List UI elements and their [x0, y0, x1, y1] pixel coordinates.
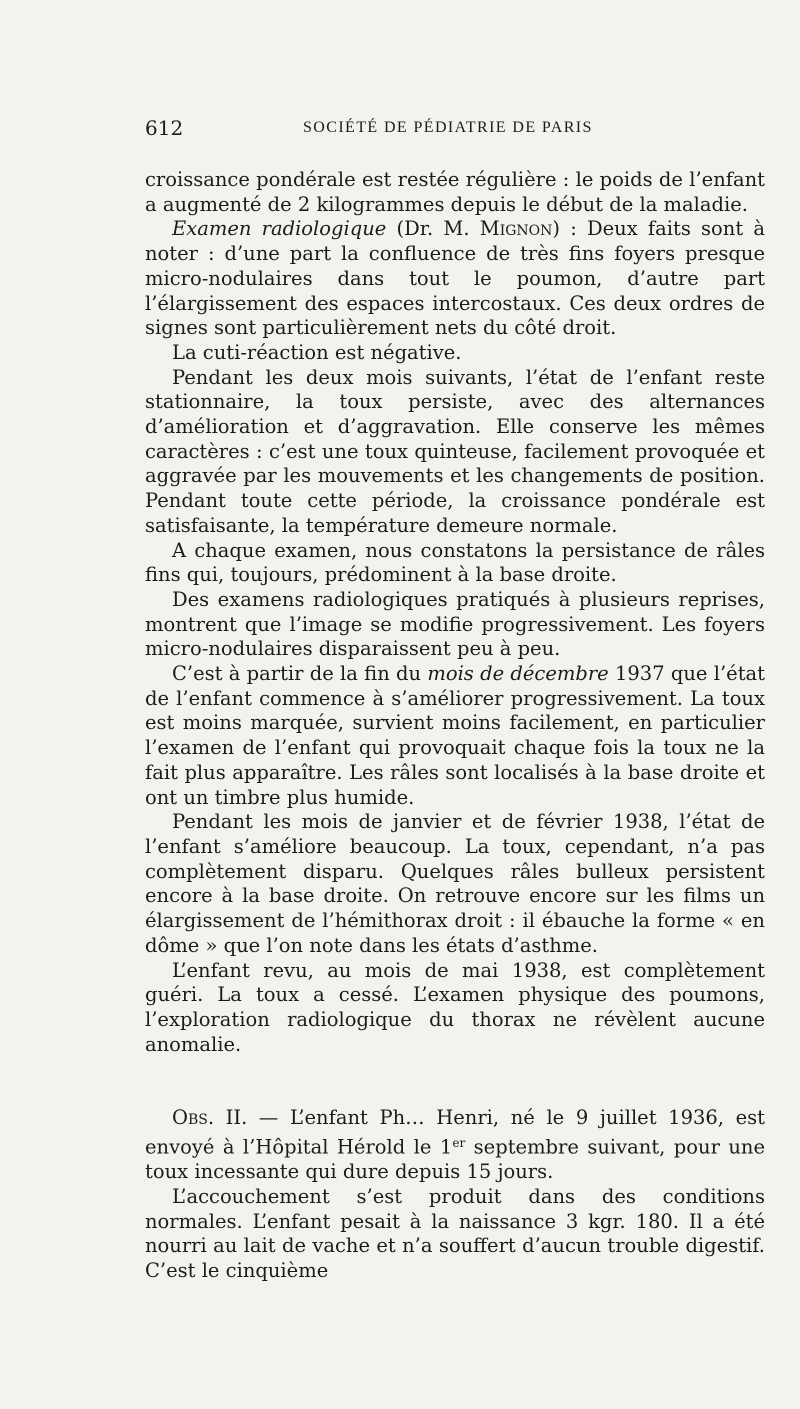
paragraph-may: L’enfant revu, au mois de mai 1938, est complètement guéri. La toux a cessé. L’examen physique des poumons, l’exploration radiologique du thorax ne révèlent aucune anomalie. — [145, 958, 765, 1056]
body-text — [145, 168, 765, 1284]
paragraph-continued: croissance pondérale est restée régulière : le poids de l’enfant a augmenté de 2 kilogrammes depuis le début de la maladie. — [145, 168, 765, 216]
page-number: 612 — [145, 116, 184, 140]
paragraph-cuti: La cuti-réaction est négative. — [172, 340, 462, 364]
paragraph-two-months: Pendant les deux mois suivants, l’état de l’enfant reste stationnaire, la toux persiste, avec des alternances d’amélioration et d’aggravation. Elle conserve les mêmes caractères : c’est une toux quinteuse, facilement provoquée et aggravée par les mouvements et les changements de position. Pendant toute cette période, la croissance pondérale est satisfaisante, la température demeure normale. — [145, 365, 765, 537]
text-run: ) : Deux faits sont à noter : d’une part la confluence de très fins foyers presque micro-nodulaires dans tout le poumon, d’autre part l’élargissement des espaces intercostaux. Ces deux ordres de signes sont particulièrement nets du côté droit. — [145, 217, 765, 340]
paragraph-december — [145, 662, 765, 810]
text-run: septembre suivant, pour une toux incessante qui dure depuis 15 jours. — [145, 1135, 765, 1184]
page-header — [145, 118, 760, 142]
observation-label: Obs. II. — [172, 1106, 248, 1130]
paragraph-birth: L’accouchement s’est produit dans des conditions normales. L’enfant pesait à la naissance 3 kgr. 180. Il a été nourri au lait de vache et n’a souffert d’aucun trouble digestif. C’est le cinquième — [145, 1185, 765, 1283]
italic-date: mois de décembre — [427, 662, 609, 686]
text-run: (Dr. M. — [386, 217, 480, 241]
italic-heading: Examen radiologique — [172, 217, 387, 241]
running-title: SOCIÉTÉ DE PÉDIATRIE DE PARIS — [303, 119, 593, 136]
text-run: C’est à partir de la fin du — [172, 662, 428, 686]
text-run: — L’enfant Ph… Henri, né le 9 juillet 1936, est envoyé à l’Hôpital Hérold le 1 — [145, 1106, 766, 1159]
superscript: er — [452, 1136, 466, 1151]
paragraph-january: Pendant les mois de janvier et de février 1938, l’état de l’enfant s’améliore beaucoup. La toux, cependant, n’a pas complètement disparu. Quelques râles bulleux persistent encore à la base droite. On retrouve encore sur les films un élargissement de l’hémithorax droit : il ébauche la forme « en dôme » que l’on note dans les états d’asthme. — [145, 810, 765, 957]
text-run: 1937 que l’état de l’enfant commence à s’améliorer progressivement. La toux est moins marquée, survient moins facilement, en particulier l’examen de l’enfant qui provoquait chaque fois la toux ne la fait plus apparaître. Les râles sont localisés à la base droite et ont un timbre plus humide. — [145, 662, 765, 809]
paragraph-exam: A chaque examen, nous constatons la persistance de râles fins qui, toujours, prédominent à la base droite. — [145, 538, 765, 587]
paragraph-observation-2 — [145, 1106, 765, 1185]
paragraph-radiology — [145, 217, 765, 341]
author-name: Mignon — [479, 217, 553, 241]
paragraph-radiology-repeat: Des examens radiologiques pratiqués à plusieurs reprises, montrent que l’image se modifie progressivement. Les foyers micro-nodulaires disparaissent peu à peu. — [145, 587, 765, 661]
